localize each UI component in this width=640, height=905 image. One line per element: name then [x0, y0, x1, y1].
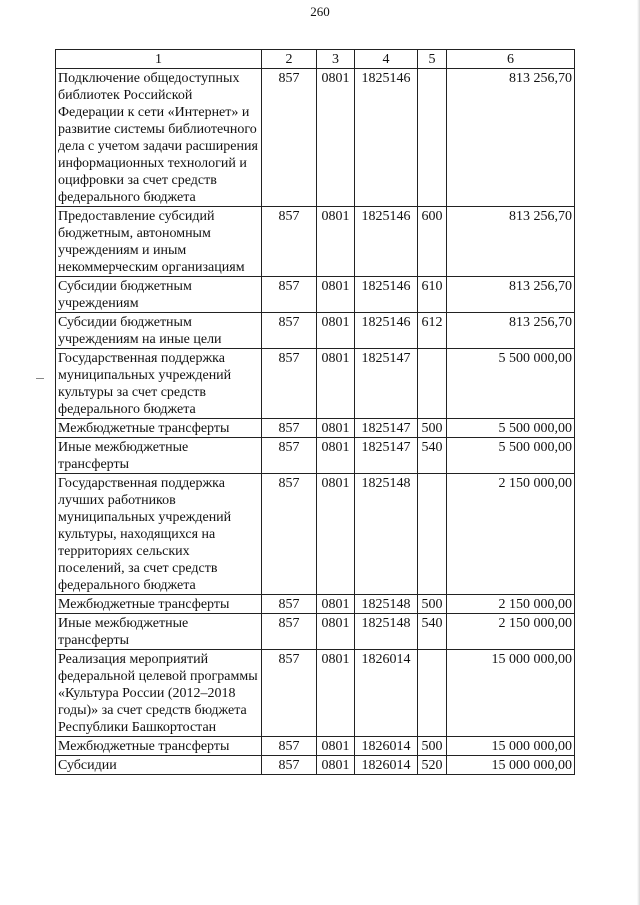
- table-row: [56, 474, 575, 595]
- amount: 2 150 000,00: [447, 595, 575, 614]
- item-name: Межбюджетные трансферты: [56, 737, 262, 756]
- code-expense-type: [418, 349, 447, 419]
- item-name: Субсидии бюджетным учреждениям на иные цели: [56, 313, 262, 349]
- code-expense-type: 520: [418, 756, 447, 775]
- code-target: 1825146: [355, 313, 418, 349]
- code-ministry: 857: [262, 277, 317, 313]
- table-row: [56, 207, 575, 277]
- table-row: [56, 438, 575, 474]
- item-name: Предоставление субсидий бюджетным, автономным учреждениям и иным некоммерческим организациям: [56, 207, 262, 277]
- table-row: [56, 69, 575, 207]
- code-expense-type: 540: [418, 438, 447, 474]
- code-section: 0801: [317, 207, 355, 277]
- code-expense-type: 500: [418, 595, 447, 614]
- code-section: 0801: [317, 595, 355, 614]
- amount: 813 256,70: [447, 277, 575, 313]
- item-name: Субсидии: [56, 756, 262, 775]
- header-cell-2: 2: [262, 50, 317, 69]
- code-target: 1826014: [355, 737, 418, 756]
- code-target: 1826014: [355, 756, 418, 775]
- code-expense-type: 600: [418, 207, 447, 277]
- table-row: [56, 756, 575, 775]
- code-ministry: 857: [262, 419, 317, 438]
- code-section: 0801: [317, 650, 355, 737]
- header-cell-1: 1: [56, 50, 262, 69]
- code-section: 0801: [317, 349, 355, 419]
- item-name: Межбюджетные трансферты: [56, 419, 262, 438]
- code-expense-type: 500: [418, 419, 447, 438]
- code-section: 0801: [317, 438, 355, 474]
- code-expense-type: 500: [418, 737, 447, 756]
- amount: 15 000 000,00: [447, 650, 575, 737]
- item-name: Иные межбюджетные трансферты: [56, 438, 262, 474]
- table-row: [56, 419, 575, 438]
- code-ministry: 857: [262, 614, 317, 650]
- table-row: [56, 737, 575, 756]
- amount: 813 256,70: [447, 207, 575, 277]
- code-target: 1825146: [355, 69, 418, 207]
- amount: 813 256,70: [447, 313, 575, 349]
- code-expense-type: [418, 474, 447, 595]
- code-expense-type: 610: [418, 277, 447, 313]
- amount: 15 000 000,00: [447, 737, 575, 756]
- code-target: 1825146: [355, 207, 418, 277]
- header-cell-4: 4: [355, 50, 418, 69]
- code-ministry: 857: [262, 207, 317, 277]
- table-row: [56, 277, 575, 313]
- page-number: 260: [310, 4, 330, 19]
- code-section: 0801: [317, 756, 355, 775]
- amount: 5 500 000,00: [447, 419, 575, 438]
- code-expense-type: [418, 650, 447, 737]
- code-ministry: 857: [262, 349, 317, 419]
- amount: 2 150 000,00: [447, 614, 575, 650]
- amount: 5 500 000,00: [447, 438, 575, 474]
- code-section: 0801: [317, 277, 355, 313]
- code-expense-type: 612: [418, 313, 447, 349]
- code-section: 0801: [317, 737, 355, 756]
- code-ministry: 857: [262, 595, 317, 614]
- code-section: 0801: [317, 614, 355, 650]
- code-ministry: 857: [262, 313, 317, 349]
- budget-table: [55, 49, 575, 775]
- code-ministry: 857: [262, 737, 317, 756]
- code-target: 1826014: [355, 650, 418, 737]
- code-section: 0801: [317, 69, 355, 207]
- item-name: Реализация мероприятий федеральной целевой программы «Культура России (2012–2018 годы)» за счет средств бюджета Республики Башкортостан: [56, 650, 262, 737]
- table-row: [56, 595, 575, 614]
- item-name: Иные межбюджетные трансферты: [56, 614, 262, 650]
- scan-artifact: [36, 378, 44, 379]
- code-ministry: 857: [262, 756, 317, 775]
- header-cell-3: 3: [317, 50, 355, 69]
- table-row: [56, 650, 575, 737]
- header-row: [56, 50, 575, 69]
- amount: 5 500 000,00: [447, 349, 575, 419]
- code-target: 1825148: [355, 474, 418, 595]
- code-target: 1825147: [355, 438, 418, 474]
- item-name: Межбюджетные трансферты: [56, 595, 262, 614]
- item-name: Государственная поддержка лучших работников муниципальных учреждений культуры, находящихся на территориях сельских поселений, за счет средств федерального бюджета: [56, 474, 262, 595]
- code-expense-type: 540: [418, 614, 447, 650]
- code-ministry: 857: [262, 650, 317, 737]
- code-ministry: 857: [262, 69, 317, 207]
- table-row: [56, 614, 575, 650]
- code-section: 0801: [317, 474, 355, 595]
- header-cell-6: 6: [447, 50, 575, 69]
- item-name: Государственная поддержка муниципальных учреждений культуры за счет средств федерального бюджета: [56, 349, 262, 419]
- amount: 15 000 000,00: [447, 756, 575, 775]
- code-ministry: 857: [262, 438, 317, 474]
- amount: 813 256,70: [447, 69, 575, 207]
- code-section: 0801: [317, 419, 355, 438]
- header-cell-5: 5: [418, 50, 447, 69]
- amount: 2 150 000,00: [447, 474, 575, 595]
- item-name: Субсидии бюджетным учреждениям: [56, 277, 262, 313]
- code-target: 1825148: [355, 595, 418, 614]
- code-section: 0801: [317, 313, 355, 349]
- code-ministry: 857: [262, 474, 317, 595]
- code-target: 1825146: [355, 277, 418, 313]
- code-expense-type: [418, 69, 447, 207]
- table-row: [56, 349, 575, 419]
- code-target: 1825147: [355, 349, 418, 419]
- code-target: 1825148: [355, 614, 418, 650]
- code-target: 1825147: [355, 419, 418, 438]
- item-name: Подключение общедоступных библиотек Российской Федерации к сети «Интернет» и развитие системы библиотечного дела с учетом задачи расширения информационных технологий и оцифровки за счет средств федерального бюджета: [56, 69, 262, 207]
- table-row: [56, 313, 575, 349]
